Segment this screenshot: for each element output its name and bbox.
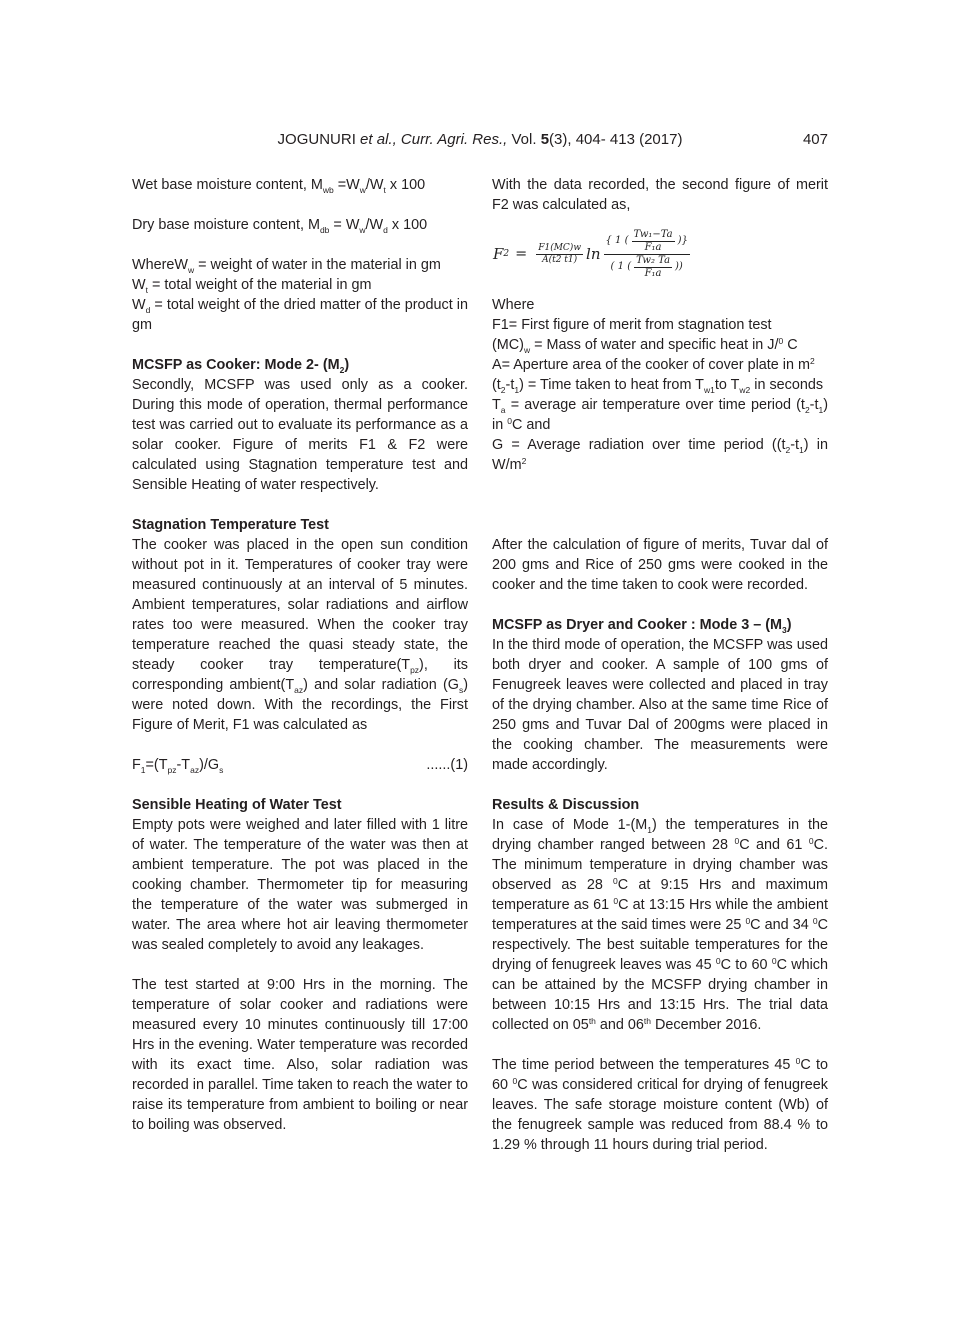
header-journal: Curr. Agri. Res., (400, 131, 508, 148)
subscript: az (190, 765, 200, 775)
superscript: 0 (771, 956, 777, 966)
paragraph-p-data: With the data recorded, the second figure of merit F2 was calculated as, (492, 177, 828, 213)
superscript: 0 (507, 416, 512, 426)
heading-h-stag: Stagnation Temperature Test (132, 517, 329, 533)
subscript: 1 (818, 405, 824, 415)
heading-h-mode3: MCSFP as Dryer and Cooker : Mode $3 - (M_3)$ (492, 617, 792, 635)
equation-number: ......(1) (426, 757, 468, 773)
paragraph-p-results: In case of Mode $1-(M_1)$ the temperatures in the drying chamber ranged between 28 $^0$C and 61 $^0$C. The minimum temperature in drying chamber was observed as 28 $^0$C at 9:15 Hrs and maximum temperature as 61 $^0$C at 13:15 Hrs while the ambient temperatures at the said times were 25 $^0$C and 34 $^0$C respectively. The best suitable temperatures for the drying of fenugreek leaves was 45 $^0$C to 60 $^0$C which can be attained by the MCSFP drying chamber in between 10:15 Hrs and 13:15 Hrs. The trial data collected on 05th and 06th December 2016. (492, 817, 829, 1033)
paragraph-p-period: The time period between the temperatures 45 $^0$C to 60 $^0$C was considered critical for drying of fenugreek leaves. The safe storage moisture content (Wb) of the fenugreek sample was reduced from 88.4 % to 1.29 % through 11 hours during trial period. (492, 1056, 828, 1153)
header-etal: et al., (360, 131, 397, 148)
subscript: w2 (739, 385, 751, 395)
heading-h-results: Results & Discussion (492, 797, 640, 813)
subscript: 1 (514, 385, 520, 395)
paragraph-p-where: Where F1= First figure of merit from stagnation test $(MC)_w$ = Mass of water and specific heat in J/$^0$ C A= Aperture area of the cooker of cover plate in $m^2$ $(t_2-t_1)$ = Time taken to heat from $T_{w1}to$ $T_{w2}$ in seconds $T_a$ = average air temperature over time period $(t_2-t_1)$ in $^0$C and G = Average radiation over time period ($(t_2-t_1)$ in $W/m^2$ (492, 297, 828, 473)
subscript: w (359, 225, 366, 235)
one: 1 (617, 261, 625, 272)
subscript: 1 (799, 445, 804, 455)
superscript: 0 (778, 336, 784, 346)
subscript: pz (410, 665, 420, 675)
superscript: 0 (613, 896, 619, 906)
paragraph-dry: Dry base moisture content, $M_{db} = W_w/W_d$ x 100 (132, 217, 428, 235)
superscript: 0 (745, 916, 751, 926)
equation-body: $F_1=(T_{pz}-T_{az})/G_s$ (132, 757, 224, 775)
f2-log-numerator: { 1 ( $\frac{\text{Tw₁−Ta}}{\text{F₁a}}$ )} (605, 228, 688, 253)
f2-numerator: F1(MC)w (538, 242, 582, 253)
superscript: 0 (812, 916, 818, 926)
superscript: 0 (808, 836, 814, 846)
superscript: 0 (613, 876, 618, 886)
one: 1 (615, 235, 622, 246)
subscript: w (523, 345, 531, 355)
inner-den: F₁a (644, 241, 662, 253)
f2-log-argument (604, 229, 690, 280)
f2-coefficient (536, 243, 583, 266)
subscript: a (500, 405, 506, 415)
paragraph-p-mode3: In the third mode of operation, the MCSFP was used both dryer and cooker. A sample of 100 gms of Fenugreek leaves were collected and placed in tray of the drying chamber. Also at the same time Rice of 250 gms and Tuvar Dal of 200gms were placed in the cooking chamber. The measurements were made accordingly. (492, 637, 828, 773)
header-issue-pages: (3), 404- 413 (2017) (549, 131, 683, 148)
subscript: w (359, 185, 366, 195)
f2-denominator: A(t2 t1) (542, 254, 578, 265)
paragraph-where: WhereW$_w$ = weight of water in the material in gm $W_t$ = total weight of the material in gm $W_d$ = total weight of the dried matter of the product in gm (132, 257, 468, 333)
paragraph-eq1 (132, 755, 468, 775)
subscript: 2 (785, 445, 791, 455)
superscript: 0 (795, 1056, 801, 1066)
inner-den: F₁a (644, 267, 662, 279)
paragraph-p-after: After the calculation of figure of merits, Tuvar dal of 200 gms and Rice of 250 gms were cooked in the cooker and the time taken to cook were recorded. (492, 537, 828, 593)
subscript: s (458, 685, 464, 695)
header-authors: JOGUNURI (277, 131, 356, 148)
f2-equals: = (515, 246, 528, 262)
f2-log-denominator: ( 1 ( $\frac{\text{Tw₂ Ta}}{\text{F₁a}}$ )) (610, 254, 683, 279)
subscript: d (145, 305, 151, 315)
heading-h-mode2: MCSFP as Cooker: Mode 2- $(M_2)$ (132, 357, 350, 375)
superscript: 2 (809, 356, 815, 366)
subscript: 2 (804, 405, 810, 415)
subscript: w (187, 265, 195, 275)
subscript: w1 (703, 385, 715, 395)
superscript: 0 (715, 956, 721, 966)
paragraph-p-test: The test started at 9:00 Hrs in the morning. The temperature of solar cooker and radiations were measured every 10 minutes continuously till 17:00 Hrs in the evening. Water temperature was recorded with its exact time. Also, solar radiation was recorded in parallel. Time taken to reach the water to raise its temperature from ambient to boiling or near to boiling was observed. (132, 977, 468, 1133)
paragraph-p-stag: The cooker was placed in the open sun condition without pot in it. Temperatures of cooker tray were measured continuously at an interval of 5 minutes. Ambient temperatures, solar radiations and airflow rates too were measured. When the cooker tray temperature reached the quasi steady state, the steady cooker tray $temperature(T_{pz})$, its corresponding $ambient(T_{az})$ and solar radiation $(G_s)$ were noted down. With the recordings, the First Figure of Merit, F1 was calculated as (132, 537, 468, 733)
subscript: 2 (500, 385, 506, 395)
equation-f2: F 2 = $\frac{F1(MC)w}{A(t2 t1)}$ ln { 1 ( $\frac{\text{Tw₁−Ta}}{\text{F₁a}}$ )} ( 1 ( $\frac{\text{Tw₂ Ta}}{\text{F₁a}}$ )) (493, 228, 688, 279)
header-vol-label: Vol. (511, 131, 537, 148)
paragraph-p-mode2: Secondly, MCSFP was used only as a cooker. During this mode of operation, thermal performance test was carried out to evaluate its performance as a solar cooker. Figure of merits F1 & F2 were calculated using Stagnation temperature test and Sensible Heating of water respectively. (132, 377, 468, 493)
f2-lhs: F (493, 245, 504, 263)
heading-h-sens: Sensible Heating of Water Test (132, 797, 342, 813)
paragraph-p-sens: Empty pots were weighed and later filled with 1 litre of water. The temperature of the water was then at ambient temperature. The pot was placed in the cooking chamber. Thermometer tip for measuring the temperature of the water was submerged in water. The area where hot air leaving thermometer was sealed completely to avoid any leakages. (132, 817, 468, 953)
subscript: 1 (647, 825, 652, 835)
subscript: t (383, 185, 386, 195)
superscript: 0 (734, 836, 740, 846)
paragraph-wet: Wet base moisture content, $M_{wb} =W_w/W_t$ x 100 (132, 177, 426, 195)
subscript: 3 (782, 625, 787, 635)
subscript: db (319, 225, 330, 235)
subscript: az (294, 685, 304, 695)
subscript: s (219, 765, 224, 775)
superscript: 0 (512, 1076, 518, 1086)
subscript: 2 (339, 365, 345, 375)
superscript: th (643, 1016, 652, 1026)
header-volume: 5 (540, 131, 550, 148)
f2-ln: ln (586, 245, 601, 263)
inner-num: Tw₂ Ta (636, 254, 671, 266)
subscript: 1 (140, 765, 146, 775)
superscript: th (588, 1016, 596, 1026)
subscript: t (145, 285, 148, 295)
superscript: 2 (521, 456, 527, 466)
subscript: pz (167, 765, 177, 775)
subscript: wb (322, 185, 334, 195)
page-number: 407 (802, 131, 828, 148)
inner-num: Tw₁−Ta (633, 228, 673, 240)
subscript: d (383, 225, 388, 235)
